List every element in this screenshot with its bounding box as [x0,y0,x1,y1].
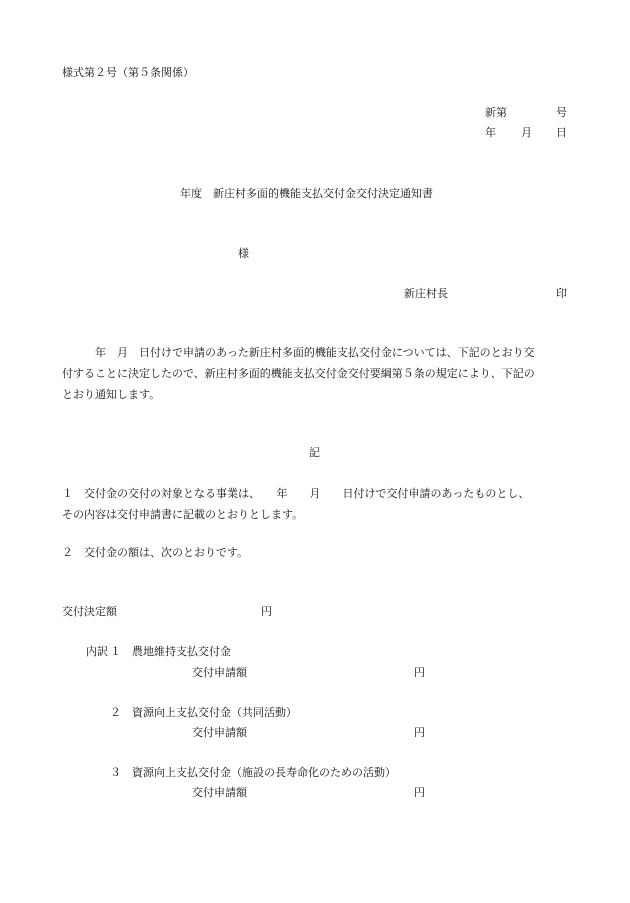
date-year: 年 [485,126,496,139]
seal-mark: 印 [556,287,567,300]
breakdown-item-2-unit: 円 [414,726,425,739]
doc-number-prefix: 新第 [485,106,507,119]
form-number: 様式第２号（第５条関係） [62,66,194,79]
breakdown-item-1-unit: 円 [414,666,425,679]
decision-amount-unit: 円 [261,605,272,618]
decision-amount-label: 交付決定額 [62,605,117,618]
body-line-3: とおり通知します。 [62,388,161,401]
date-day: 日 [556,126,567,139]
breakdown-item-3-num: ３ [110,766,121,779]
breakdown-item-3-sublabel: 交付申請額 [192,786,247,799]
page-title: 年度 新庄村多面的機能支払交付金交付決定通知書 [180,187,433,200]
item-2: ２ 交付金の額は、次のとおりです。 [62,546,249,559]
item-1-line-1: １ 交付金の交付の対象となる事業は、 年 月 日付けで交付申請のあったものとし、 [62,487,530,500]
breakdown-label: 内訳 [86,645,108,658]
item-1 [62,483,529,525]
body-line-1: 年 月 日付けで申請のあった新庄村多面的機能支払交付金については、下記のとおり交 [84,346,535,359]
breakdown-item-2-name: 資源向上支払交付金（共同活動） [132,706,297,719]
breakdown-item-1-num: １ [110,645,121,658]
breakdown-item-2-sublabel: 交付申請額 [192,726,247,739]
breakdown-item-3-unit: 円 [414,786,425,799]
breakdown-item-2-num: ２ [110,706,121,719]
body-line-2: 付することに決定したので、新庄村多面的機能支払交付金交付要綱第５条の規定により、下記の [62,367,535,380]
item-1-line-2: その内容は交付申請書に記載のとおりとします。 [62,508,304,521]
ki-heading: 記 [309,446,320,459]
sender-name: 新庄村長 [404,287,448,300]
doc-number-suffix: 号 [556,106,567,119]
date-month: 月 [521,126,532,139]
breakdown-item-1-name: 農地維持支払交付金 [132,645,231,658]
body-paragraph [62,342,535,405]
addressee-suffix: 様 [238,247,249,260]
breakdown-item-3-name: 資源向上支払交付金（施設の長寿命化のための活動） [132,766,396,779]
breakdown-item-1-sublabel: 交付申請額 [192,666,247,679]
